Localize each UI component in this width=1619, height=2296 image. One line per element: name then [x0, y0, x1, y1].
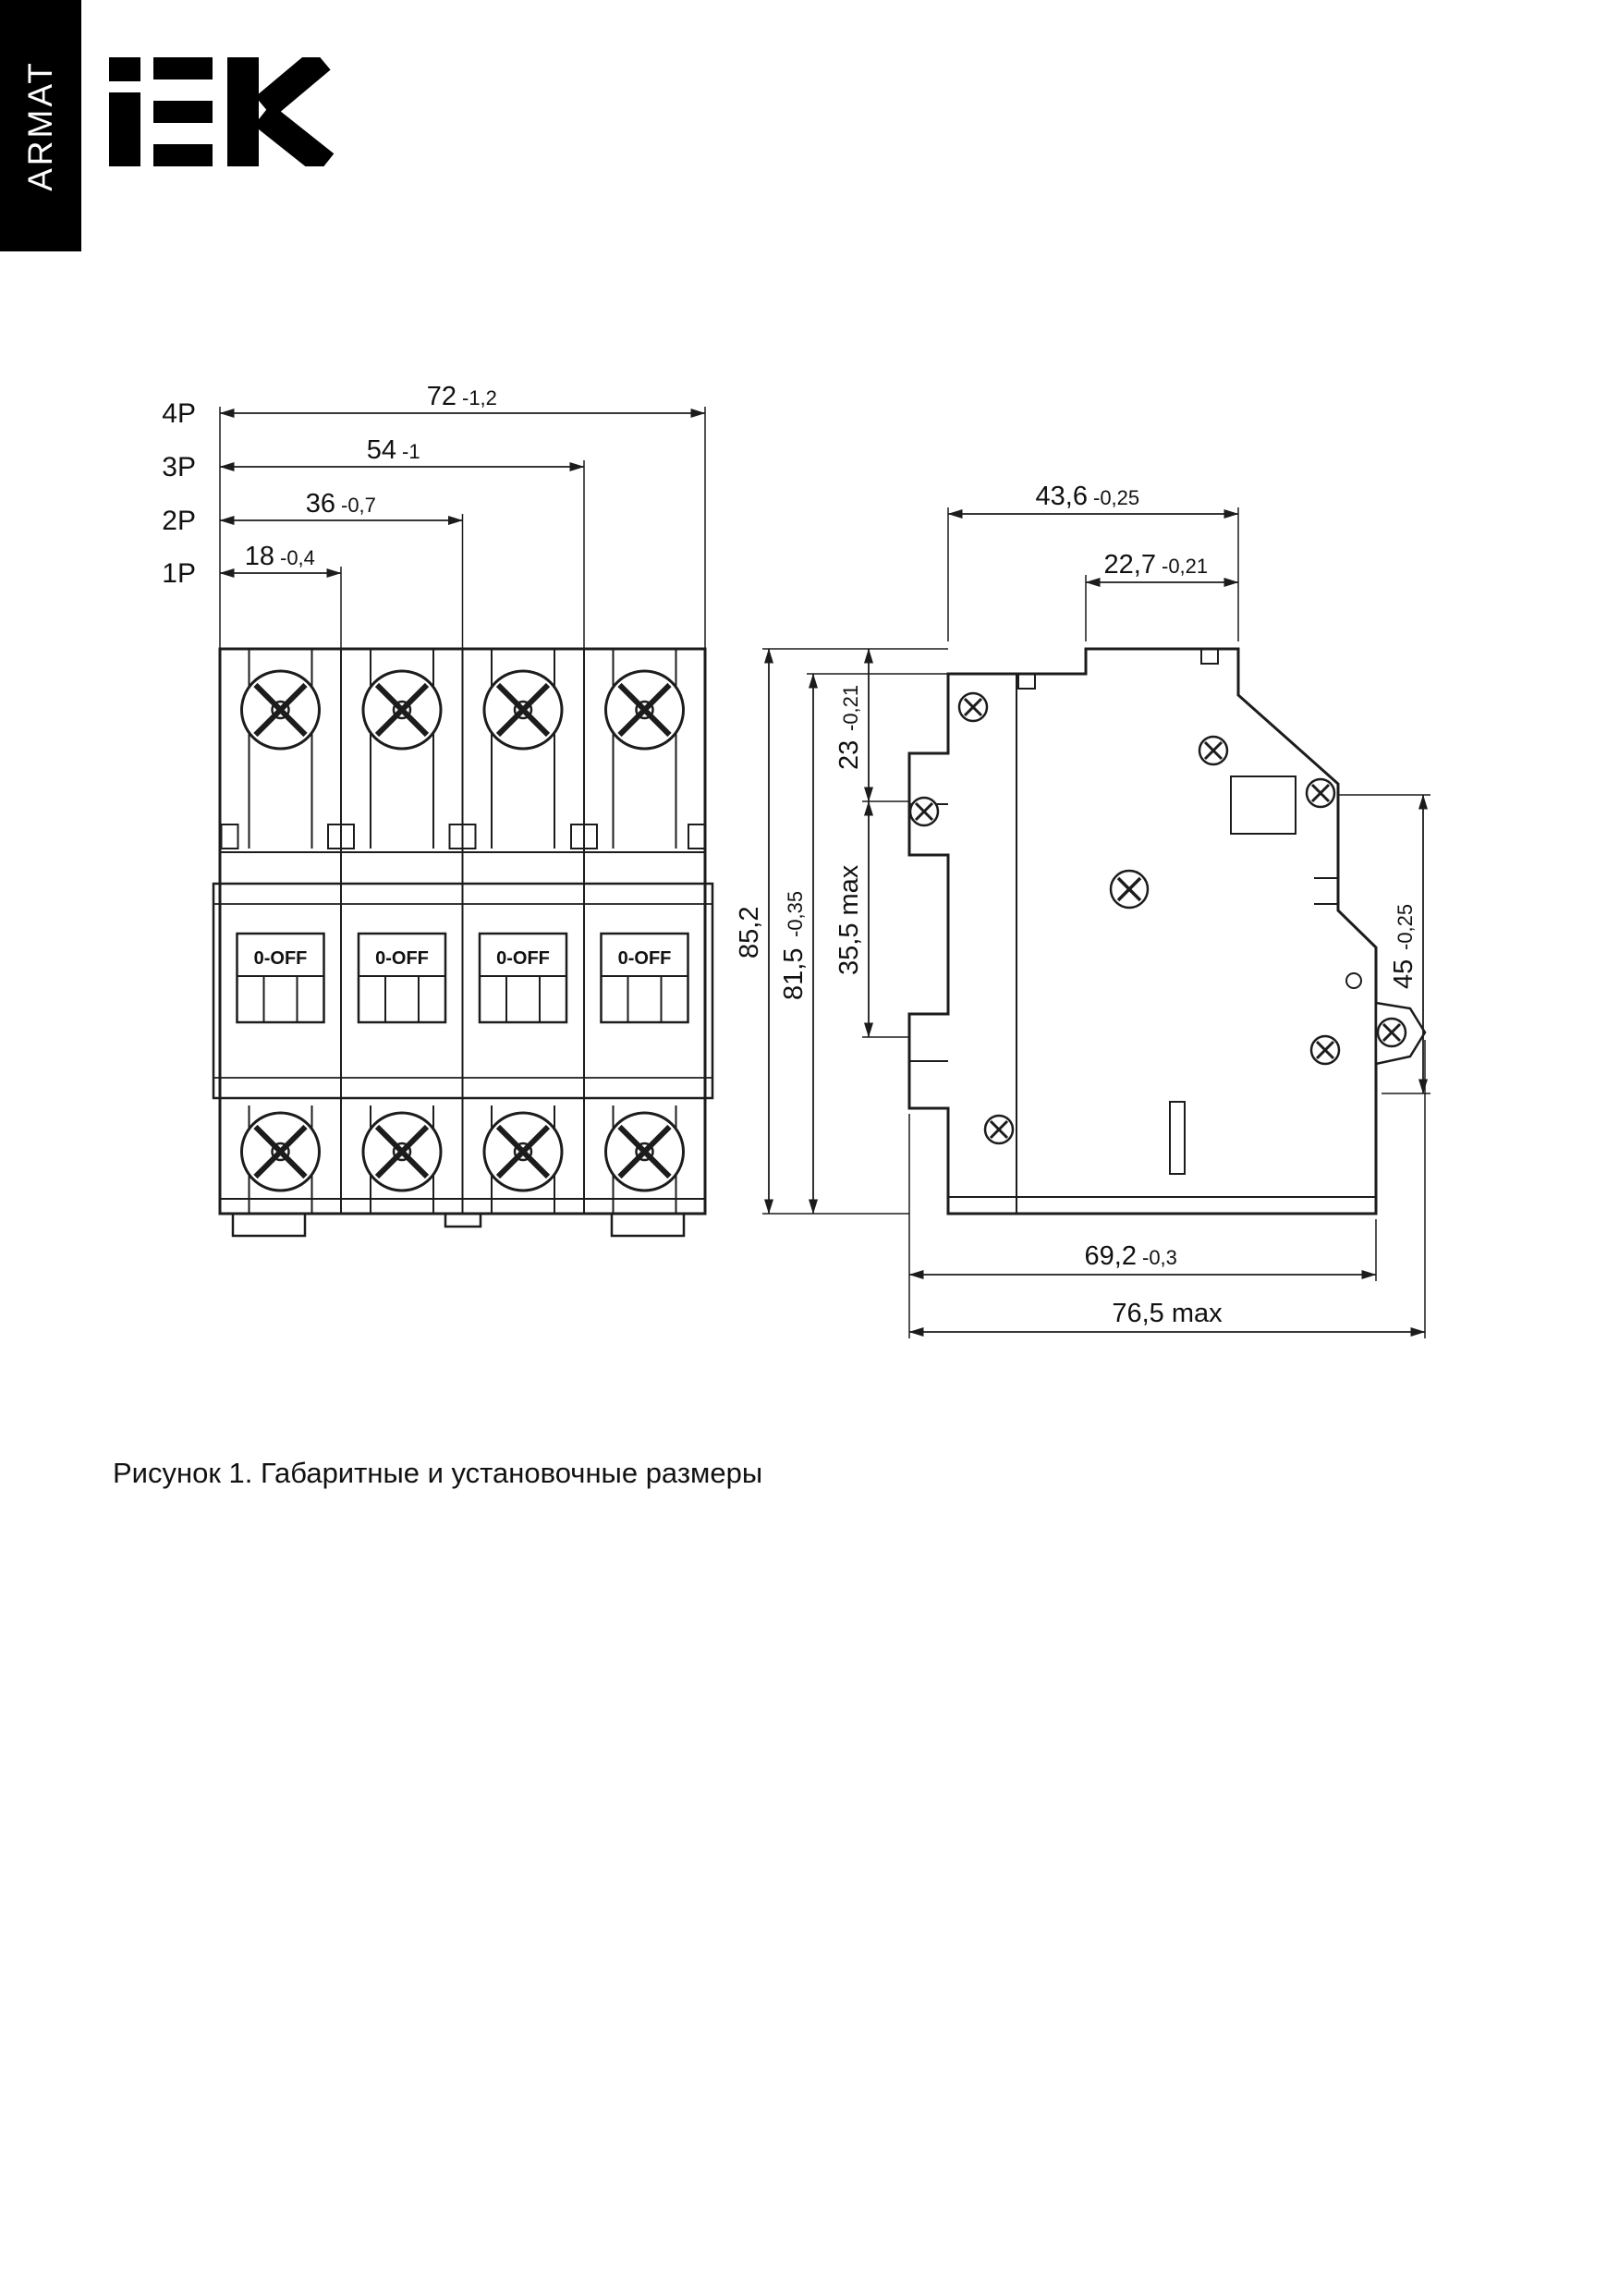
dim-body-height-value: 81,5 [779, 947, 809, 1000]
toggle-switch [480, 934, 566, 1022]
toggle-label: 0-OFF [375, 948, 429, 969]
screw-icon [484, 1113, 562, 1191]
dim-2p-value: 36 [305, 489, 335, 519]
screw-icon [1199, 737, 1227, 764]
screw-icon [606, 1113, 684, 1191]
screw-icon [910, 798, 938, 825]
vent-slot [1170, 1102, 1185, 1174]
pole-label-3p: 3P [162, 452, 196, 482]
side-view-dimensions [735, 482, 1430, 1338]
screw-icon [1378, 1019, 1406, 1046]
screw-icon [959, 693, 987, 721]
screw-icon [985, 1116, 1013, 1143]
toggle-outline [480, 934, 566, 1022]
toggle-label: 0-OFF [617, 948, 672, 969]
side-view [909, 649, 1425, 1214]
dim-2p-tolerance: -0,7 [341, 494, 376, 517]
dim-terminal-depth-tolerance: -0,21 [839, 684, 862, 731]
screw-icon [1307, 779, 1334, 807]
dim-terminal-depth-value: 23 [834, 739, 864, 770]
dim-body-height-tolerance: -0,35 [784, 890, 807, 937]
pin-icon [1346, 973, 1361, 988]
dim-body-depth-value: 69,2 [1084, 1241, 1137, 1271]
dim-screw-zone-value: 35,5 max [834, 864, 864, 975]
figure-caption: Рисунок 1. Габаритные и установочные размеры [113, 1457, 763, 1489]
screw-icon [484, 671, 562, 749]
dim-4p-tolerance: -1,2 [462, 386, 497, 409]
top-tab [1018, 674, 1035, 689]
dim-overall-width-value: 43,6 [1035, 482, 1088, 511]
front-view-dimensions [162, 382, 705, 649]
dim-max-depth-value: 76,5 max [1112, 1299, 1223, 1328]
toggle-outline [359, 934, 445, 1022]
toggle-lever [602, 976, 688, 1022]
dim-1p-tolerance: -0,4 [280, 546, 315, 569]
toggle-label: 0-OFF [496, 948, 550, 969]
dim-din-height-value: 45 [1389, 959, 1418, 989]
toggle-outline [237, 934, 324, 1022]
screw-icon [363, 671, 441, 749]
screw-icon [1111, 871, 1148, 908]
dim-top-face-tolerance: -0,21 [1162, 555, 1209, 578]
toggle-lever [359, 976, 445, 1022]
pole-label-1p: 1P [162, 558, 196, 589]
screw-icon [242, 1113, 320, 1191]
dim-overall-width-tolerance: -0,25 [1093, 486, 1140, 509]
dim-3p-tolerance: -1 [402, 440, 420, 463]
pole-label-4p: 4P [162, 398, 196, 429]
side-profile-outline [909, 649, 1376, 1214]
screw-icon [1311, 1036, 1339, 1064]
toggle-switch [237, 934, 324, 1022]
front-view [213, 649, 712, 1236]
toggle-switch [359, 934, 445, 1022]
pole-label-2p: 2P [162, 506, 196, 536]
mounting-feet [233, 1214, 684, 1236]
toggle-label: 0-OFF [253, 948, 308, 969]
extension-lines [220, 407, 705, 649]
dim-3p-value: 54 [366, 435, 396, 465]
screw-icon [606, 671, 684, 749]
dim-4p-value: 72 [426, 382, 456, 411]
toggle-switch [602, 934, 688, 1022]
label-window [1231, 776, 1296, 834]
toggle-lever [237, 976, 324, 1022]
screw-icon [363, 1113, 441, 1191]
dim-1p-value: 18 [244, 542, 274, 571]
dim-din-height-tolerance: -0,25 [1394, 903, 1417, 950]
series-label: ARMAT [21, 60, 60, 191]
screw-icon [242, 671, 320, 749]
top-tab [1201, 649, 1218, 664]
toggle-outline [602, 934, 688, 1022]
toggle-lever [480, 976, 566, 1022]
dim-body-depth-tolerance: -0,3 [1142, 1246, 1177, 1269]
dim-top-face-value: 22,7 [1103, 550, 1156, 580]
dim-overall-height-value: 85,2 [735, 906, 764, 959]
